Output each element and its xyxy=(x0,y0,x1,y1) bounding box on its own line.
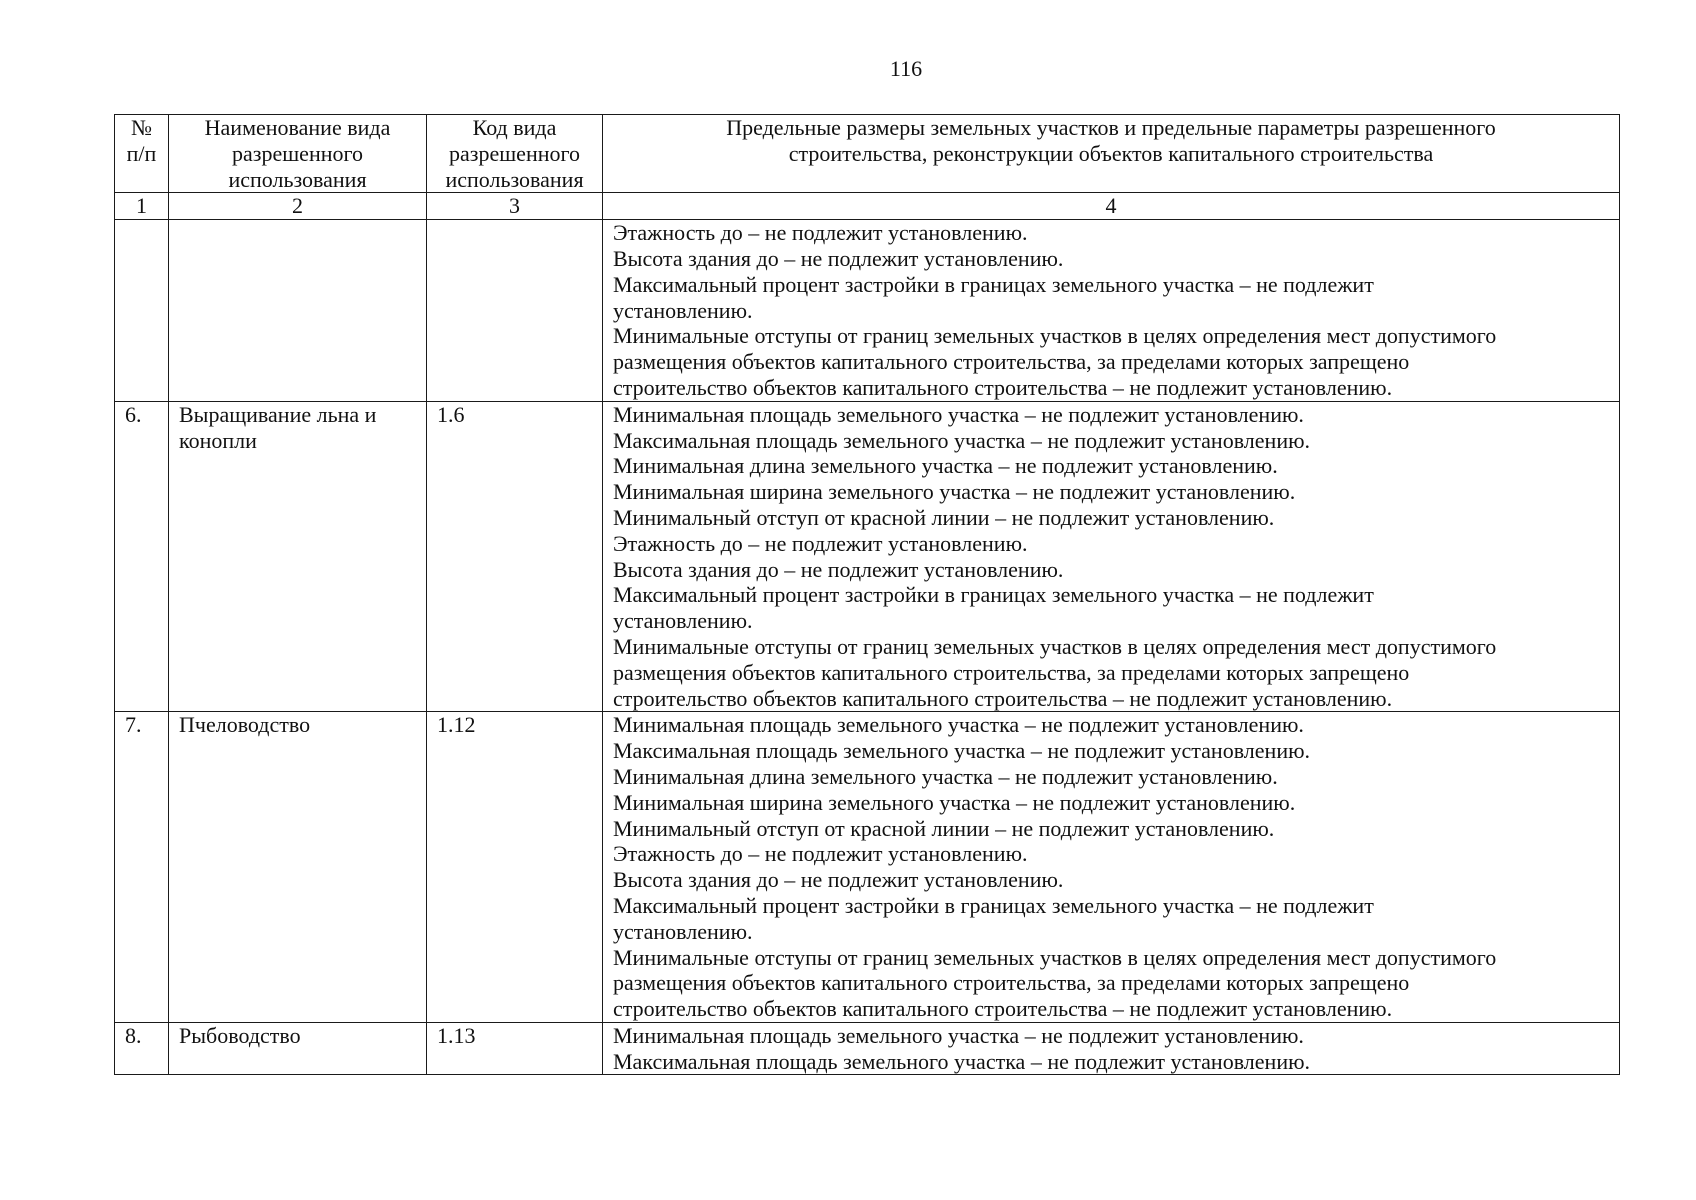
row-number-cell xyxy=(115,220,169,402)
parameters-cell xyxy=(603,220,1620,402)
parameter-line: Этажность до – не подлежит установлению. xyxy=(613,530,1028,556)
parameter-line: Минимальные отступы от границ земельных участков в целях определения мест допустимого xyxy=(613,323,1497,349)
parameter-line: Максимальный процент застройки в границах земельного участка – не подлежит xyxy=(613,582,1374,608)
table-row xyxy=(115,712,1620,1023)
table-header-row xyxy=(115,115,1620,193)
header-code: Код вида разрешенного использования xyxy=(427,115,603,193)
parameter-line: Высота здания до – не подлежит установлению. xyxy=(613,556,1064,582)
land-use-parameters-table xyxy=(114,114,1620,1075)
column-number: 2 xyxy=(169,193,427,220)
parameter-line: Минимальные отступы от границ земельных участков в целях определения мест допустимого xyxy=(613,944,1497,970)
page-number: 116 xyxy=(889,56,923,81)
parameter-line: Минимальные отступы от границ земельных участков в целях определения мест допустимого xyxy=(613,633,1497,659)
parameter-line: Максимальный процент застройки в границах земельного участка – не подлежит xyxy=(613,892,1374,918)
use-type-code-cell: 1.13 xyxy=(427,1022,603,1075)
column-number: 4 xyxy=(603,193,1620,220)
column-number: 3 xyxy=(427,193,603,220)
use-type-name-cell xyxy=(169,220,427,402)
parameter-line: Максимальная площадь земельного участка – не подлежит установлению. xyxy=(613,427,1311,453)
parameter-line: Максимальный процент застройки в границах земельного участка – не подлежит xyxy=(613,271,1374,297)
parameter-line: размещения объектов капитального строительства, за пределами которых запрещено xyxy=(613,970,1410,996)
parameter-line: Максимальная площадь земельного участка – не подлежит установлению. xyxy=(613,1048,1311,1074)
parameter-line: строительство объектов капитального строительства – не подлежит установлению. xyxy=(613,685,1393,711)
parameter-line: Минимальная площадь земельного участка – не подлежит установлению. xyxy=(613,401,1304,427)
parameter-line: Минимальная длина земельного участка – не подлежит установлению. xyxy=(613,763,1278,789)
parameter-line: строительство объектов капитального строительства – не подлежит установлению. xyxy=(613,996,1393,1022)
parameter-line: Минимальная длина земельного участка – не подлежит установлению. xyxy=(613,453,1278,479)
parameters-cell xyxy=(603,712,1620,1023)
parameter-line: установлению. xyxy=(613,918,753,944)
use-type-name-cell: Пчеловодство xyxy=(169,712,427,1023)
use-type-code-cell: 1.12 xyxy=(427,712,603,1023)
use-type-name-cell: Выращивание льна и конопли xyxy=(169,401,427,712)
parameters-cell xyxy=(603,1022,1620,1075)
parameter-line: размещения объектов капитального строительства, за пределами которых запрещено xyxy=(613,659,1410,685)
parameter-line: установлению. xyxy=(613,297,753,323)
parameter-line: строительство объектов капитального строительства – не подлежит установлению. xyxy=(613,374,1393,400)
parameter-line: установлению. xyxy=(613,608,753,634)
parameter-line: Минимальная площадь земельного участка – не подлежит установлению. xyxy=(613,712,1304,738)
parameter-line: Минимальный отступ от красной линии – не подлежит установлению. xyxy=(613,504,1275,530)
use-type-name-cell: Рыбоводство xyxy=(169,1022,427,1075)
parameter-line: Минимальная площадь земельного участка – не подлежит установлению. xyxy=(613,1022,1304,1048)
header-params: Предельные размеры земельных участков и предельные параметры разрешенного строительства, реконструкции объектов капитального строительства xyxy=(603,115,1620,193)
parameter-line: Этажность до – не подлежит установлению. xyxy=(613,220,1028,246)
parameter-line: Минимальная ширина земельного участка – не подлежит установлению. xyxy=(613,479,1296,505)
parameter-line: Минимальный отступ от красной линии – не подлежит установлению. xyxy=(613,815,1275,841)
column-number-row xyxy=(115,193,1620,220)
row-number-cell: 6. xyxy=(115,401,169,712)
use-type-code-cell xyxy=(427,220,603,402)
parameter-line: размещения объектов капитального строительства, за пределами которых запрещено xyxy=(613,349,1410,375)
parameter-line: Высота здания до – не подлежит установлению. xyxy=(613,867,1064,893)
header-name: Наименование вида разрешенного использования xyxy=(169,115,427,193)
parameter-line: Высота здания до – не подлежит установлению. xyxy=(613,245,1064,271)
table-body xyxy=(115,220,1620,1075)
table-row xyxy=(115,220,1620,402)
parameter-line: Максимальная площадь земельного участка – не подлежит установлению. xyxy=(613,738,1311,764)
parameter-line: Этажность до – не подлежит установлению. xyxy=(613,841,1028,867)
row-number-cell: 7. xyxy=(115,712,169,1023)
column-number: 1 xyxy=(115,193,169,220)
parameter-line: Минимальная ширина земельного участка – не подлежит установлению. xyxy=(613,789,1296,815)
table-row xyxy=(115,401,1620,712)
row-number-cell: 8. xyxy=(115,1022,169,1075)
parameters-cell xyxy=(603,401,1620,712)
header-num: № п/п xyxy=(115,115,169,193)
table-row xyxy=(115,1022,1620,1075)
use-type-code-cell: 1.6 xyxy=(427,401,603,712)
